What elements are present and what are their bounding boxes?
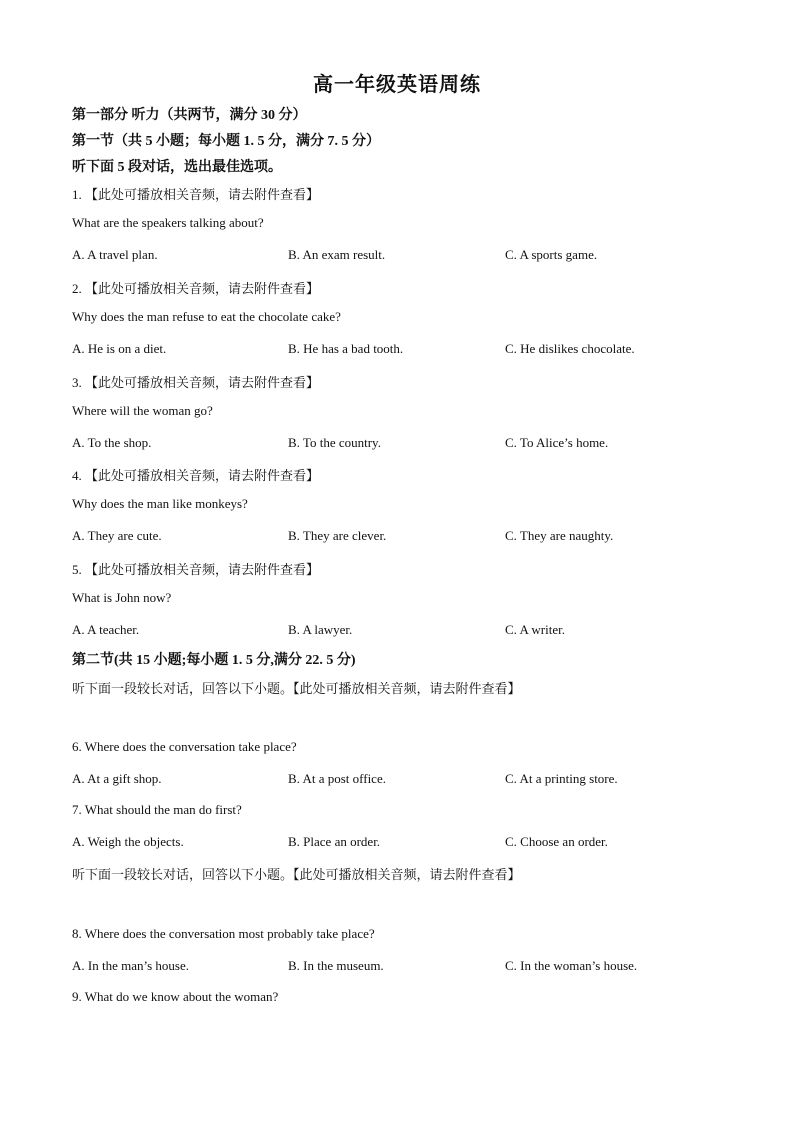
q8-option-c: C. In the woman’s house. xyxy=(505,958,638,973)
q7-text: 7. What should the man do first? xyxy=(72,802,242,817)
q2-option-a: A. He is on a diet. xyxy=(72,341,167,356)
section2-instruction-2: 听下面一段较长对话，回答以下小题。【此处可播放相关音频，请去附件查看】 xyxy=(72,867,521,882)
q4-text: Why does the man like monkeys? xyxy=(72,496,248,511)
q9-text: 9. What do we know about the woman? xyxy=(72,989,279,1004)
q4-audio-note: 4. 【此处可播放相关音频，请去附件查看】 xyxy=(72,468,320,483)
q6-text: 6. Where does the conversation take place? xyxy=(72,739,297,754)
q2-option-c: C. He dislikes chocolate. xyxy=(505,341,635,356)
section1-heading: 第一节（共 5 小题；每小题 1. 5 分，满分 7. 5 分） xyxy=(72,134,380,149)
q4-option-b: B. They are clever. xyxy=(288,528,387,543)
q1-text: What are the speakers talking about? xyxy=(72,215,264,230)
section2-instruction-1: 听下面一段较长对话，回答以下小题。【此处可播放相关音频，请去附件查看】 xyxy=(72,681,521,696)
q8-text: 8. Where does the conversation most probably take place? xyxy=(72,926,375,941)
q6-option-b: B. At a post office. xyxy=(288,771,386,786)
page-title: 高一年级英语周练 xyxy=(313,74,481,96)
q7-option-a: A. Weigh the objects. xyxy=(72,834,184,849)
q8-option-a: A. In the man’s house. xyxy=(72,958,189,973)
q5-option-c: C. A writer. xyxy=(505,622,565,637)
q2-text: Why does the man refuse to eat the chocolate cake? xyxy=(72,309,341,324)
q5-text: What is John now? xyxy=(72,590,172,605)
section2-heading: 第二节(共 15 小题;每小题 1. 5 分,满分 22. 5 分) xyxy=(72,653,356,668)
q3-text: Where will the woman go? xyxy=(72,403,213,418)
q5-option-a: A. A teacher. xyxy=(72,622,140,637)
q3-option-c: C. To Alice’s home. xyxy=(505,435,609,450)
q3-option-b: B. To the country. xyxy=(288,435,381,450)
q1-option-a: A. A travel plan. xyxy=(72,247,158,262)
q1-option-b: B. An exam result. xyxy=(288,247,386,262)
q1-audio-note: 1. 【此处可播放相关音频，请去附件查看】 xyxy=(72,187,320,202)
q4-option-a: A. They are cute. xyxy=(72,528,162,543)
q8-option-b: B. In the museum. xyxy=(288,958,384,973)
q4-option-c: C. They are naughty. xyxy=(505,528,614,543)
q1-option-c: C. A sports game. xyxy=(505,247,598,262)
q5-audio-note: 5. 【此处可播放相关音频，请去附件查看】 xyxy=(72,562,320,577)
part-heading: 第一部分 听力（共两节，满分 30 分） xyxy=(72,108,307,123)
q3-audio-note: 3. 【此处可播放相关音频，请去附件查看】 xyxy=(72,375,320,390)
section1-instruction: 听下面 5 段对话，选出最佳选项。 xyxy=(72,160,282,175)
q2-option-b: B. He has a bad tooth. xyxy=(288,341,404,356)
q5-option-b: B. A lawyer. xyxy=(288,622,353,637)
q7-option-b: B. Place an order. xyxy=(288,834,381,849)
q2-audio-note: 2. 【此处可播放相关音频，请去附件查看】 xyxy=(72,281,320,296)
q3-option-a: A. To the shop. xyxy=(72,435,152,450)
q6-option-c: C. At a printing store. xyxy=(505,771,618,786)
q7-option-c: C. Choose an order. xyxy=(505,834,608,849)
q6-option-a: A. At a gift shop. xyxy=(72,771,162,786)
